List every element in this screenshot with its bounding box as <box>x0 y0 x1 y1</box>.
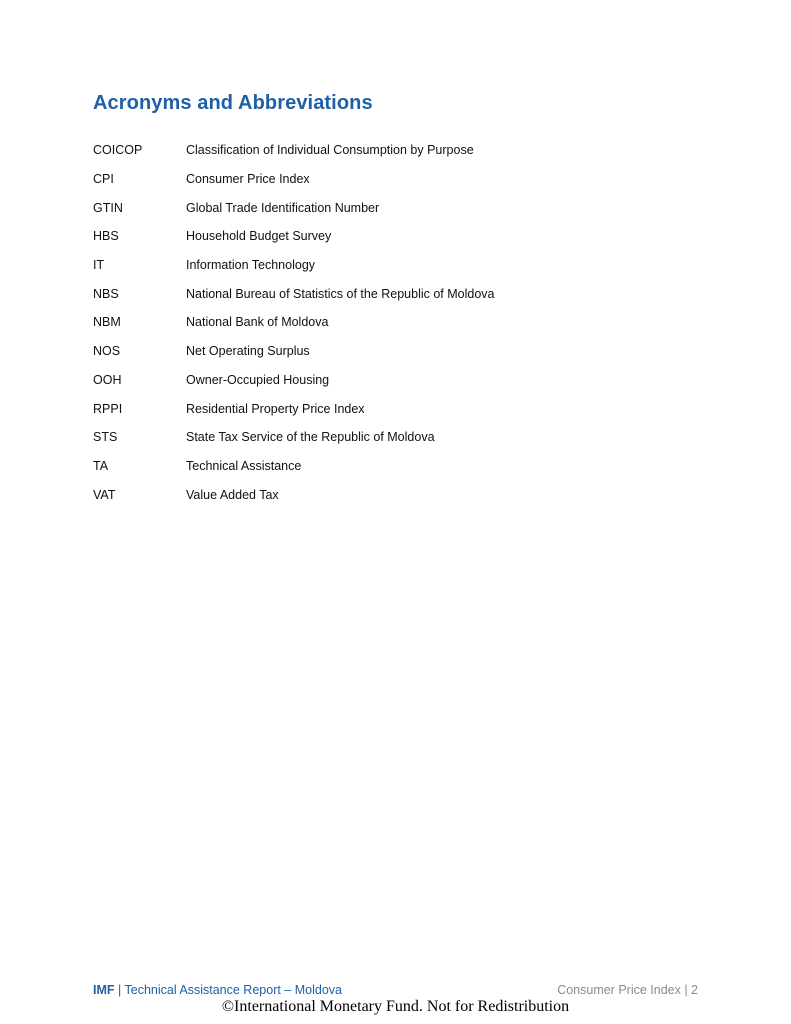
acronym-definition: Residential Property Price Index <box>186 401 365 416</box>
footer-section-page: Consumer Price Index | 2 <box>557 983 698 997</box>
acronym-row <box>93 279 693 308</box>
acronym-list <box>93 136 693 509</box>
acronym-term: RPPI <box>93 401 123 416</box>
acronym-row <box>93 337 693 366</box>
acronym-definition: Net Operating Surplus <box>186 344 310 359</box>
acronym-definition: Technical Assistance <box>186 458 302 473</box>
acronym-term: CPI <box>93 172 114 187</box>
acronym-row <box>93 480 693 509</box>
footer-org: IMF <box>93 983 115 997</box>
acronym-definition: Household Budget Survey <box>186 229 332 244</box>
footer-separator: | <box>114 983 125 997</box>
acronym-row <box>93 251 693 280</box>
acronym-row <box>93 222 693 251</box>
acronym-definition: National Bank of Moldova <box>186 315 329 330</box>
acronym-definition: Value Added Tax <box>186 487 279 502</box>
acronym-term: VAT <box>93 487 116 502</box>
acronym-definition: Classification of Individual Consumption by Purpose <box>186 143 474 158</box>
acronym-term: IT <box>93 258 105 273</box>
acronym-definition: Information Technology <box>186 258 316 273</box>
acronym-row <box>93 193 693 222</box>
acronym-row <box>93 394 693 423</box>
acronym-row <box>93 452 693 481</box>
acronym-row <box>93 366 693 395</box>
acronym-term: GTIN <box>93 200 123 215</box>
acronym-term: NBS <box>93 286 119 301</box>
acronym-row <box>93 308 693 337</box>
acronym-row <box>93 136 693 165</box>
footer-report-line <box>93 983 342 997</box>
copyright-notice: ©International Monetary Fund. Not for Redistribution <box>221 998 570 1015</box>
acronym-definition: Global Trade Identification Number <box>186 200 380 215</box>
acronym-term: COICOP <box>93 143 143 158</box>
acronym-term: TA <box>93 458 109 473</box>
acronym-term: NOS <box>93 344 121 359</box>
acronym-row <box>93 165 693 194</box>
page-title: Acronyms and Abbreviations <box>93 92 373 114</box>
acronym-definition: National Bureau of Statistics of the Republic of Moldova <box>186 286 495 301</box>
footer-report-title: Technical Assistance Report – Moldova <box>124 983 342 997</box>
acronym-term: OOH <box>93 372 122 387</box>
acronym-definition: State Tax Service of the Republic of Moldova <box>186 430 435 445</box>
acronym-definition: Owner-Occupied Housing <box>186 372 330 387</box>
acronym-term: STS <box>93 430 118 445</box>
acronym-term: NBM <box>93 315 121 330</box>
acronym-definition: Consumer Price Index <box>186 172 310 187</box>
acronym-row <box>93 423 693 452</box>
acronym-term: HBS <box>93 229 119 244</box>
